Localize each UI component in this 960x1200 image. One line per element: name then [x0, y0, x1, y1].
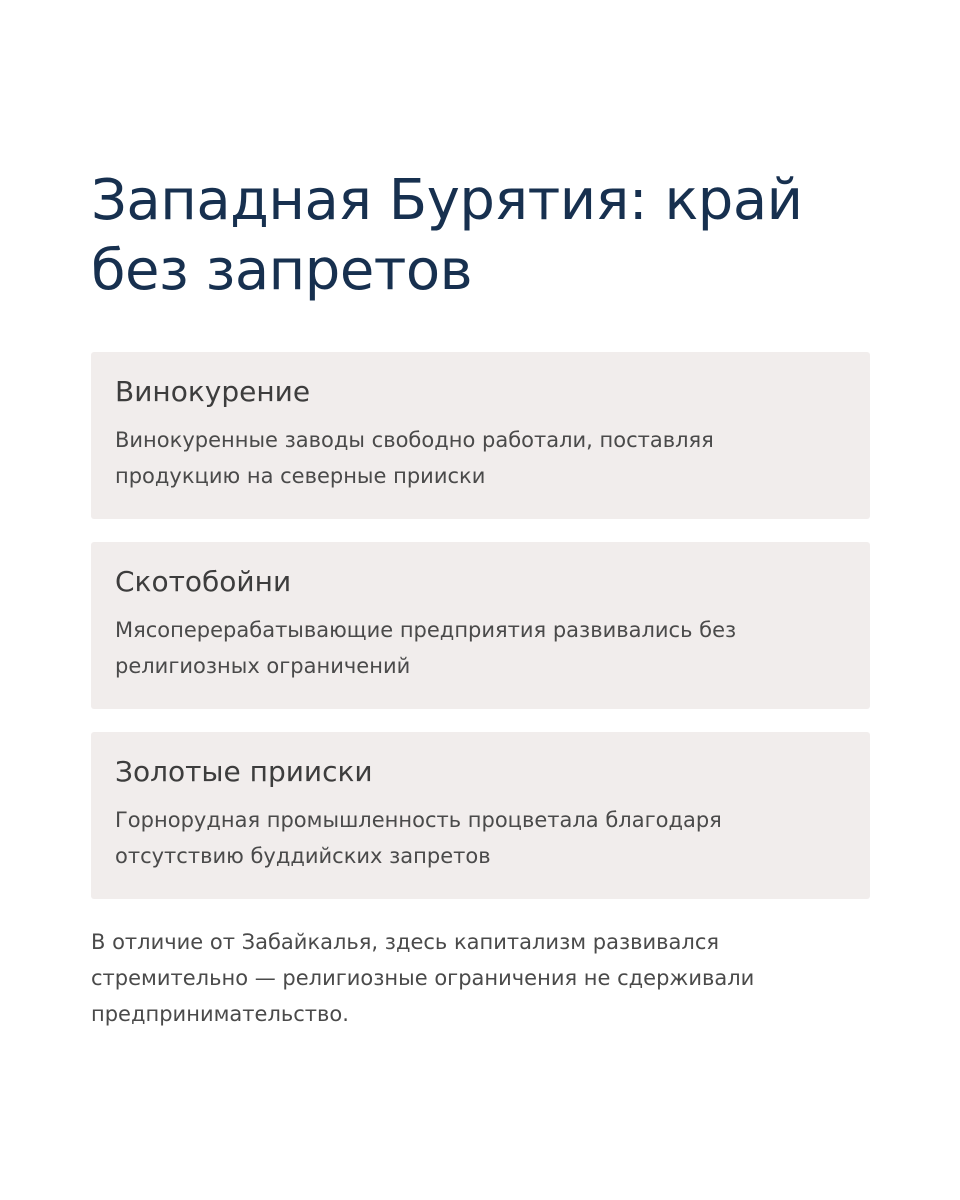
card-title: Скотобойни	[115, 565, 292, 598]
card-title: Золотые прииски	[115, 755, 373, 788]
info-card-winemaking	[91, 352, 870, 519]
info-card-gold-mines	[91, 732, 870, 899]
card-description: Горнорудная промышленность процветала благодаря отсутствию буддийских запретов	[115, 808, 722, 868]
card-title: Винокурение	[115, 375, 311, 408]
page-title: Западная Бурятия: край без запретов	[91, 168, 803, 303]
card-description: Винокуренные заводы свободно работали, поставляя продукцию на северные прииски	[115, 428, 714, 488]
info-card-slaughterhouses	[91, 542, 870, 709]
summary-paragraph: В отличие от Забайкалья, здесь капитализм развивался стремительно — религиозные ограничения не сдерживали предпринимательство.	[91, 930, 755, 1026]
card-description: Мясоперерабатывающие предприятия развивались без религиозных ограничений	[115, 618, 737, 678]
